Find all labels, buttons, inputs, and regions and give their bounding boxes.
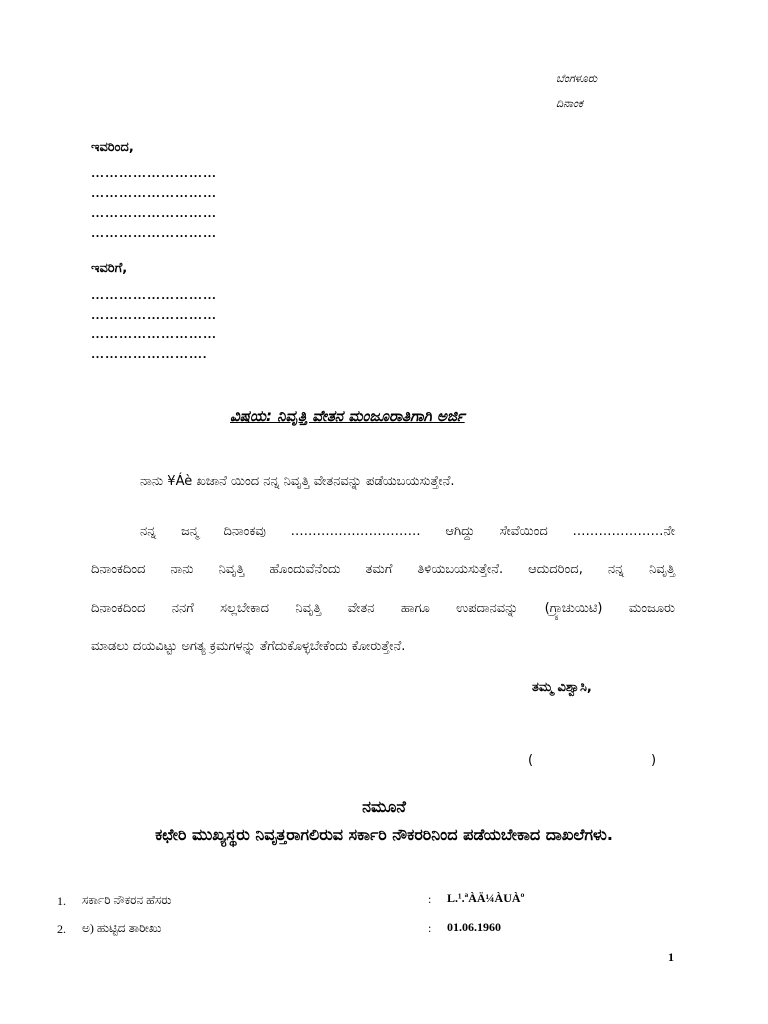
from-line-4: ……………………… [91,225,217,240]
sign-off: ತಮ್ಮ ವಿಶ್ವಾಸಿ, [532,680,592,695]
from-line-2: ……………………… [91,185,217,200]
subject-line: ವಿಷಯ: ನಿವೃತ್ತಿ ವೇತನ ಮಂಜೂರಾತಿಗಾಗಿ ಅರ್ಜಿ [230,407,465,425]
item-label: ಸರ್ಕಾರಿ ನೌಕರನ ಹೆಸರು [82,893,172,907]
form-subtitle: ಕಛೇರಿ ಮುಖ್ಯಸ್ಥರು ನಿವೃತ್ತರಾಗಲಿರುವ ಸರ್ಕಾರಿ ನೌಕರರಿನಿಂದ ಪಡೆಯಬೇಕಾದ ದಾಖಲೆಗಳು. [155,825,613,844]
item-colon: : [428,921,432,935]
signature-paren-close: ) [651,753,657,768]
to-line-2: ……………………… [91,307,217,322]
body-paragraph-2-line-3: ದಿನಾಂಕದಿಂದ ನನಗೆ ಸಲ್ಲಬೇಕಾದ ನಿವೃತ್ತಿ ವೇತನ ಹಾಗೂ ಉಪದಾನವನ್ನು (ಗ್ರ್ಯಾಚುಯಿಟಿ) ಮಂಜೂರು [91,601,675,616]
from-label: ಇವರಿಂದ, [91,140,134,155]
page-number: 1 [668,950,674,964]
from-line-1: ……………………… [91,165,217,180]
to-label: ಇವರಿಗೆ, [91,261,128,276]
body-paragraph-2-line-4: ಮಾಡಲು ದಯವಿಟ್ಟು ಅಗತ್ಯ ಕ್ರಮಗಳನ್ನು ತೆಗೆದುಕೊಳ್ಳಬೇಕೆಂದು ಕೋರುತ್ತೇನೆ. [91,639,406,654]
item-number: 2. [57,922,66,936]
body-paragraph-2-line-1: ನನ್ನ ಜನ್ಮ ದಿನಾಂಕವು ………………………… ಆಗಿದ್ದು ಸೇವೆಯಿಂದ …………………ನೇ [140,524,675,539]
to-line-4: ……………………. [91,346,208,361]
body-paragraph-2-line-2: ದಿನಾಂಕದಿಂದ ನಾನು ನಿವೃತ್ತಿ ಹೊಂದುವೆನೆಂದು ತಮಗೆ ತಿಳಿಯಬಯಸುತ್ತೇನೆ. ಆದುದರಿಂದ, ನನ್ನ ನಿವೃತ್ತಿ [91,562,675,577]
item-colon: : [428,892,432,906]
date-label: ದಿನಾಂಕ [556,97,583,110]
item-value: L.¹.ªÀÄ¼ÀUÀº [447,891,525,905]
body-paragraph-1: ನಾನು ¥Áè ಖಜಾನೆ ಯಿಂದ ನನ್ನ ನಿವೃತ್ತಿ ವೇತನವನ್ನು ಪಡೆಯಬಯಸುತ್ತೇನೆ. [140,474,455,489]
signature-paren-open: ( [528,753,534,768]
to-line-1: ……………………… [91,287,217,302]
to-line-3: ……………………… [91,326,217,341]
item-number: 1. [57,894,66,908]
item-label: ಅ) ಹುಟ್ಟಿದ ತಾರೀಖು [82,921,162,935]
form-title: ನಮೂನೆ [362,797,406,816]
from-line-3: ……………………… [91,205,217,220]
item-value: 01.06.1960 [447,920,501,934]
place-text: ಬೆಂಗಳೂರು [556,72,598,85]
